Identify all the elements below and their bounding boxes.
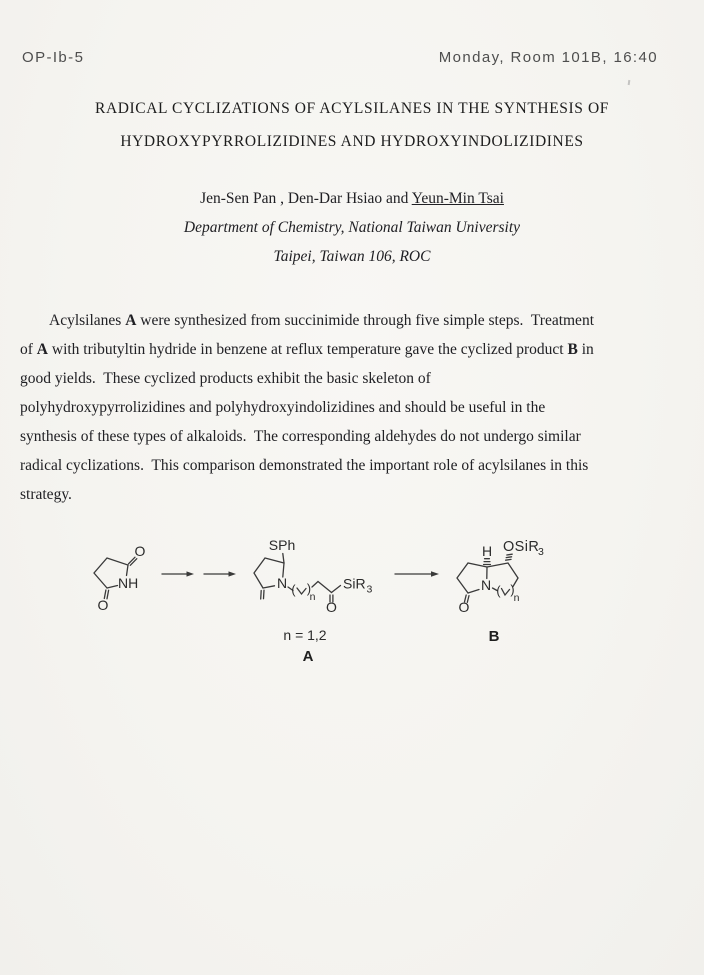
silyl-label: SiR (343, 575, 366, 592)
presenting-author: Yeun-Min Tsai (411, 190, 504, 207)
multi-step-arrow-icon (162, 571, 236, 576)
atom-label-o: O (458, 599, 470, 615)
abstract-line: Acylsilanes A were synthesized from succinimide through five simple steps. Treatment (49, 312, 594, 329)
stereo-h-label: H (481, 543, 493, 559)
subscript-n: n (513, 592, 520, 604)
abstract-line: good yields. These cyclized products exhibit the basic skeleton of (20, 370, 431, 387)
paper-title (0, 92, 704, 158)
author-list (0, 184, 704, 213)
compound-a-label: A (302, 648, 314, 665)
author-affiliation-block (0, 184, 704, 271)
header-row (22, 50, 658, 66)
abstract-line: synthesis of these types of alkaloids. The corresponding aldehydes do not undergo similar (20, 428, 581, 445)
abstract-text (20, 306, 680, 509)
silyloxy-label: OSiR (503, 539, 540, 555)
paper-code: OP-Ib-5 (22, 49, 85, 66)
atom-label-nh: NH (118, 575, 139, 591)
abstract-line: strategy. (20, 486, 72, 503)
affiliation-line1: Department of Chemistry, National Taiwan University (183, 219, 521, 236)
n-values-label: n = 1,2 (283, 627, 327, 643)
title-line2: HYDROXYPYRROLIZIDINES AND HYDROXYINDOLIZIDINES (120, 133, 584, 150)
bracket-open: ( (496, 584, 501, 598)
compound-b-structure (457, 539, 544, 645)
author-names: Jen-Sen Pan , Den-Dar Hsiao and (200, 190, 412, 207)
reaction-arrow-icon (395, 571, 439, 577)
atom-label-n: N (276, 575, 288, 591)
abstract-line: polyhydroxypyrrolizidines and polyhydroxyindolizidines and should be useful in the (20, 399, 546, 416)
atom-label-n: N (480, 577, 492, 593)
atom-label-o: O (134, 543, 146, 559)
session-info: Monday, Room 101B, 16:40 (438, 49, 658, 66)
subscript-3: 3 (538, 546, 544, 558)
succinimide-structure (94, 543, 146, 613)
subscript-n: n (309, 591, 316, 603)
atom-label-o: O (97, 597, 109, 613)
atom-label-o: O (326, 599, 337, 615)
sph-label: SPh (268, 537, 296, 553)
compound-a-structure (254, 537, 373, 665)
scan-artifact-mark (628, 80, 630, 85)
subscript-3: 3 (366, 583, 373, 596)
bracket-close: ) (306, 582, 312, 596)
reaction-scheme (60, 525, 620, 675)
bracket-open: ( (291, 583, 296, 597)
abstract-line: radical cyclizations. This comparison demonstrated the important role of acylsilanes in this (20, 457, 589, 474)
affiliation-line2: Taipei, Taiwan 106, ROC (273, 248, 431, 265)
abstract-line: of A with tributyltin hydride in benzene at reflux temperature gave the cyclized product B in (20, 341, 594, 358)
compound-b-label: B (488, 628, 500, 645)
title-line1: RADICAL CYCLIZATIONS OF ACYLSILANES IN THE SYNTHESIS OF (95, 100, 609, 117)
bracket-close: ) (510, 583, 515, 597)
